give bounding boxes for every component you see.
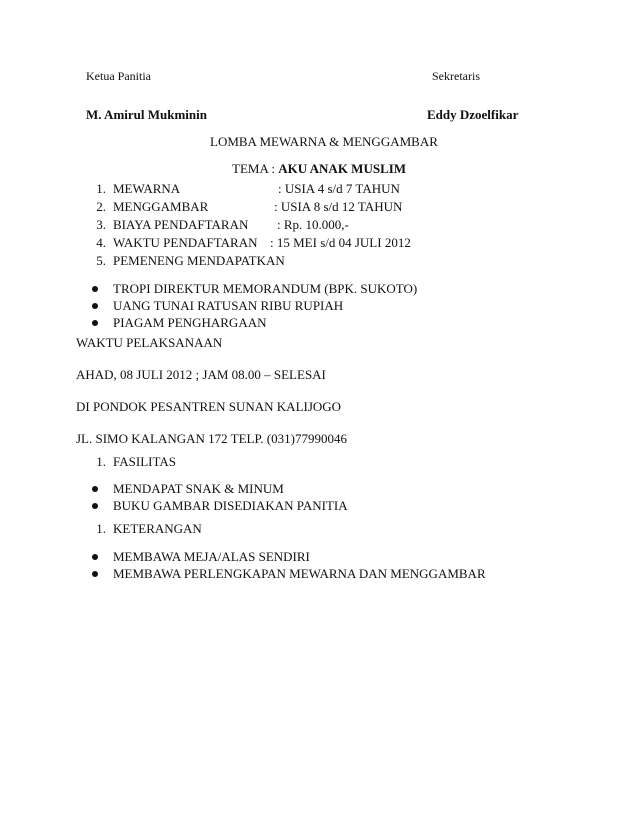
item-number: 5. — [96, 253, 106, 268]
schedule-address: JL. SIMO KALANGAN 172 TELP. (031)77990046 — [76, 431, 347, 446]
theme-line — [232, 161, 406, 177]
bullet-icon — [92, 286, 98, 292]
list-item — [0, 549, 638, 565]
facility-text: MENDAPAT SNAK & MINUM — [113, 481, 284, 496]
facility-text: BUKU GAMBAR DISEDIAKAN PANITIA — [113, 498, 348, 513]
item-label: MENGGAMBAR — [113, 199, 209, 214]
item-number: 3. — [96, 217, 106, 232]
item-number: 2. — [96, 199, 106, 214]
list-item — [0, 498, 638, 514]
bullet-icon — [92, 320, 98, 326]
notes-heading: KETERANGAN — [113, 521, 202, 536]
prize-text: PIAGAM PENGHARGAAN — [113, 315, 267, 330]
item-value: : 15 MEI s/d 04 JULI 2012 — [270, 235, 411, 250]
item-number: 1. — [96, 454, 106, 469]
notes-heading-row — [0, 521, 638, 537]
list-item — [0, 298, 638, 314]
item-value: : USIA 4 s/d 7 TAHUN — [278, 181, 400, 196]
facilities-heading: FASILITAS — [113, 454, 177, 469]
list-item — [0, 217, 638, 233]
schedule-heading: WAKTU PELAKSANAAN — [76, 335, 223, 350]
bullet-icon — [92, 554, 98, 560]
list-item — [0, 253, 638, 269]
note-text: MEMBAWA MEJA/ALAS SENDIRI — [113, 549, 310, 564]
item-number: 1. — [96, 521, 106, 536]
item-value: : Rp. 10.000,- — [277, 217, 349, 232]
bullet-icon — [92, 571, 98, 577]
document-title: LOMBA MEWARNA & MENGGAMBAR — [210, 134, 438, 149]
left-signatory-name: M. Amirul Mukminin — [86, 107, 207, 122]
theme-label: TEMA : — [232, 161, 279, 176]
right-signatory-name: Eddy Dzoelfikar — [427, 107, 519, 122]
item-label: BIAYA PENDAFTARAN — [113, 217, 249, 232]
item-label: PEMENENG MENDAPATKAN — [113, 253, 285, 268]
note-text: MEMBAWA PERLENGKAPAN MEWARNA DAN MENGGAMBAR — [113, 566, 486, 581]
prize-text: TROPI DIREKTUR MEMORANDUM (BPK. SUKOTO) — [113, 281, 418, 296]
list-item — [0, 281, 638, 297]
prize-text: UANG TUNAI RATUSAN RIBU RUPIAH — [113, 298, 344, 313]
item-number: 1. — [96, 181, 106, 196]
list-item — [0, 315, 638, 331]
bullet-icon — [92, 486, 98, 492]
item-label: WAKTU PENDAFTARAN — [113, 235, 258, 250]
item-label: MEWARNA — [113, 181, 181, 196]
list-item — [0, 199, 638, 215]
facilities-heading-row — [0, 454, 638, 470]
list-item — [0, 566, 638, 582]
schedule-date: AHAD, 08 JULI 2012 ; JAM 08.00 – SELESAI — [76, 367, 326, 382]
list-item — [0, 181, 638, 197]
bullet-icon — [92, 303, 98, 309]
bullet-icon — [92, 503, 98, 509]
item-value: : USIA 8 s/d 12 TAHUN — [274, 199, 403, 214]
list-item — [0, 235, 638, 251]
item-number: 4. — [96, 235, 106, 250]
theme-value: AKU ANAK MUSLIM — [278, 161, 407, 176]
right-signatory-role: Sekretaris — [432, 69, 480, 83]
left-signatory-role: Ketua Panitia — [86, 69, 151, 83]
list-item — [0, 481, 638, 497]
schedule-place: DI PONDOK PESANTREN SUNAN KALIJOGO — [76, 399, 342, 414]
